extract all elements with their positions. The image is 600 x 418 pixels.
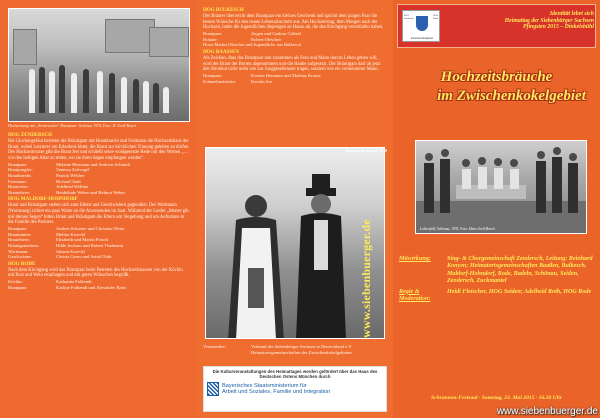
organizer-text: Verband der Siebenbürger Sachsen in Deutschland e.V. Heimatortsgemeinschaften des Zwischenkokelgebietes	[251, 344, 353, 355]
sponsor-text: Die Kulturveranstaltungen des Heimattages werden gefördert über das Haus des Deutschen Ostens München durch	[212, 369, 378, 379]
credit-value: Heidi Fleischer, HOG Seiden; Adelheid Roth, HOG Rode	[447, 288, 592, 295]
role-row: Brautknecht: Patrick Welther	[8, 173, 85, 178]
section-body: Der Bräuter überreicht dem Brautpaar ein kleines Geschenk und spricht dem jungen Paar die besten Wünsche für den neuen Lebensabschnitt aus. Am Hochzeitstag, dem Morgen nach der Hochzeit, laden die Jugendlichen diejenigen zu Hause ab, die den Kirchgang verschlafen haben.	[203, 14, 384, 31]
wedding-procession-photo	[8, 8, 190, 122]
role-row: Brautmutter: Melitta Kroeckl	[8, 231, 86, 237]
site-watermark: www.siebenbuerger.de	[496, 406, 598, 417]
role-row: Horst Martin Olescher und Jugendliche aus Bulkesch	[203, 42, 301, 48]
section-body: Als Zeichen, dass das Brautpaar nun zusammen als Frau und Mann durchs Leben gehen will, wird der Braut der Borten abgenommen und die Haube aufgesetzt. Der Bräutigam darf ab jetzt den Strohhut nicht mehr wie zur Junggesellenzeit tragen, sondern wie ein verheirateter Mann.	[203, 55, 381, 73]
credit-label: Mitwirkung:	[399, 256, 431, 262]
role-row: Brautpaar: Kirsten Hermann und Mathias Krauss	[203, 73, 321, 78]
photo-caption: Hochzeitszug mit „Aermestolen“ Brautpaar: Schönau 1974. Foto: H. Greß-Bosch	[8, 124, 137, 128]
organizer-row	[203, 344, 387, 355]
header-event: Heimattag der Siebenbürger Sachsen	[504, 17, 594, 24]
role-row: Brautpaar: Jürgen und Gudrun Göbbel	[203, 31, 302, 37]
role-row: Brautpaar: Melanie Hermann und Andreas Schmidt	[8, 161, 130, 167]
shield-icon	[416, 16, 428, 31]
section-rode	[8, 262, 190, 291]
section-body: Bei Glockengeläut betreten der Bräutigam mit Brautknecht und Freimann die Hochzeitshaus der Braut, wobei Letzterer um Erlaubnis bittet, die Braut zur kirchlichen Trauung geleiten zu dürfen. Der Hochzeitsvater gibt die Braut frei und schließt seine wohlgesetzte Rede mit den Worten „… vor den heiligen Altar zu treten, wo sie ihren Segen empfangen werden“.	[8, 139, 190, 162]
credit-label: Regie & Moderation:	[399, 288, 431, 303]
section-zendersch	[8, 133, 190, 195]
organizer-block	[203, 344, 387, 355]
panel-middle	[197, 0, 393, 418]
role-row: Bräutigameltern: Hilde Juchum und Robert Thalmann	[8, 242, 124, 248]
credits-block	[399, 256, 595, 303]
crest-right-label: HOG Rode	[433, 15, 438, 20]
panel-right	[393, 0, 600, 418]
role-row: Brauteltern: Heidelinde Weber und Helmut Weber	[8, 189, 125, 195]
header-text	[444, 11, 594, 31]
photo-caption: Laikenfeld, Schönau, 1976. Foto: Hans Greß-Bosch	[420, 227, 495, 231]
middle-text-column	[203, 6, 387, 84]
role-row: Brautvater: Adelheid Welther	[8, 184, 89, 190]
vertical-website-url[interactable]: www.siebenbuerger.de	[359, 219, 373, 338]
role-row: Kränzelmeisterin: Kerstin Arz	[203, 78, 273, 84]
section-heading: HOG BULKESCH	[203, 8, 244, 13]
group-photo	[415, 140, 587, 234]
role-row: Freimann: Richard Taub	[8, 178, 81, 184]
role-row: Geschwister: Christa Gross und Astrid Türk	[8, 254, 112, 260]
section-baassen	[203, 50, 387, 84]
section-heading: HOG RODE	[8, 261, 36, 267]
section-bulkesch	[203, 8, 387, 48]
section-heading: HOG ZENDERSCH	[8, 133, 53, 138]
role-row: Brautjungfer: Vanessa Zeitvogel	[8, 167, 90, 173]
role-row: Brauteltern: Elisabeth und Martin Potsch	[8, 237, 109, 243]
title-line2: im Zwischenkokelgebiet	[437, 88, 586, 104]
section-body: Nach dem Kirchgang wird das Brautpaar beim Betreten des Hochzeitshauses von der Köchin mit Brot und Wein empfangen und mit guten Wünschen begrüßt.	[8, 267, 183, 279]
role-row: Bräuter: Robert Olescher	[203, 36, 281, 42]
header-motto: Identität lebet sich	[549, 11, 594, 17]
section-heading: HOG BAASSEN	[203, 49, 239, 55]
bridal-couple-photo	[205, 147, 385, 339]
photo-caption: Baassen, Brautpaar, 1938	[345, 149, 387, 153]
role-row: Wortmann: Johann Kroeckl	[8, 248, 85, 254]
ministry-logo	[207, 382, 383, 396]
credit-row	[399, 289, 595, 304]
ministry-name-line1: Bayerisches Staatsministerium für	[222, 382, 307, 389]
role-row: Brautpaar: Andrea Schuster und Christian Weiss	[8, 226, 125, 232]
title-line1: Hochzeitsbräuche	[440, 69, 553, 85]
credit-row	[399, 256, 595, 286]
ministry-name-line2: Arbeit und Soziales, Familie und Integration	[222, 389, 331, 395]
event-header	[397, 4, 596, 48]
hog-crest-logo	[402, 10, 440, 42]
bavarian-lozenge-icon	[207, 382, 219, 396]
role-row: Brautpaar: Karline Folkendt und Alexander Barts	[8, 284, 127, 290]
section-body: Braut und Bräutigam stehen sich zum Eltern und Geschwistern gegenüber. Der Wortmann (Wortmang) richtet ein paar Worte an die Anwesenden im Saal. Während der Lieder „Mutter gib mir deinen Segen“ bitten Braut und Bräutigam die Eltern um Vergebung und um Aufnahme in die Familie des Partners.	[8, 203, 189, 226]
panel-left	[0, 0, 197, 418]
role-row: Köchin: Katharina Folkendt	[8, 279, 92, 285]
crest-caption: Zwischenkokelgebiet	[410, 37, 434, 40]
group-figures	[416, 141, 587, 234]
credit-value: Sing- & Chorgemeinschaft Zendersch, Leitung: Reinhard Konyen; Heimatortsgemeinschaften Baaßen, Bulkesch, Maldorf-Hohndorf, Rode, Radeln, Schönau, Seiden, Zendersch, Zuckmantel	[447, 256, 593, 285]
organizer-label: Veranstalter:	[203, 344, 227, 349]
flyer-title	[393, 68, 600, 106]
sponsor-box	[203, 366, 387, 412]
header-date-place: Pfingsten 2015 – Dinkelsbühl	[522, 24, 594, 31]
section-heading: HOG MALDORF-HOHNDORF	[8, 197, 78, 203]
left-text-column	[8, 131, 190, 290]
crest-left-label: HOG Zendersch	[404, 15, 414, 20]
event-venue-time: Schrannen-Festsaal · Samstag, 23. Mai 2015 · 16.30 Uhr	[430, 395, 562, 401]
section-maldorf-hohndorf	[8, 197, 190, 259]
